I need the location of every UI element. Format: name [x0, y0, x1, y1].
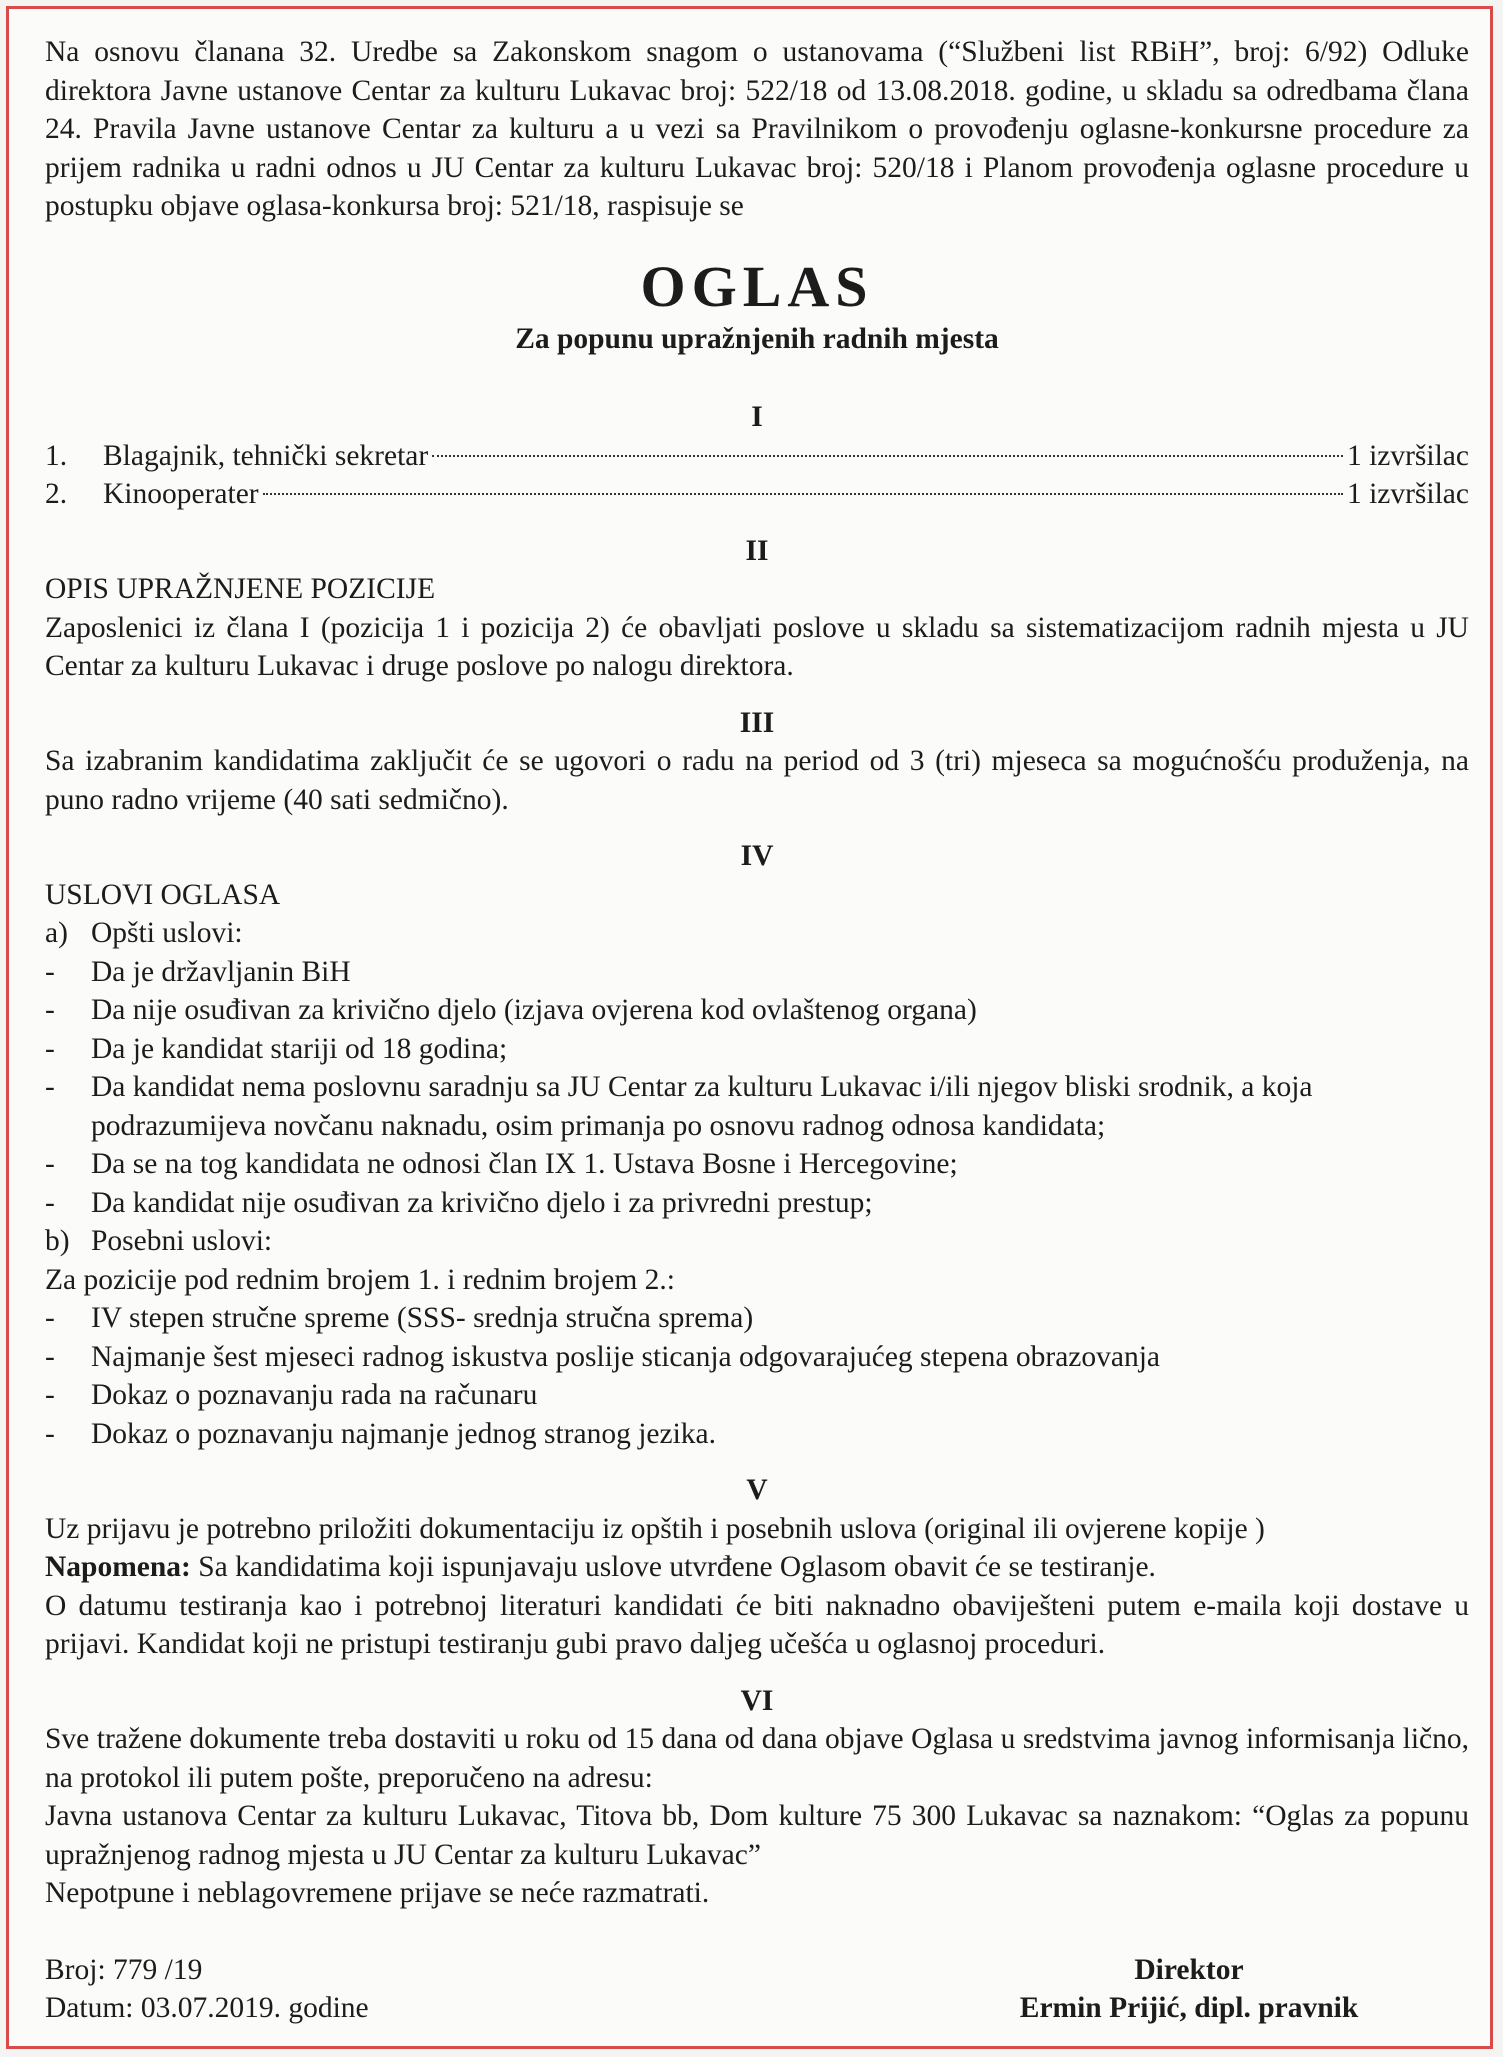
list-bullet: - [45, 994, 55, 1026]
list-item: - Da se na tog kandidata ne odnosi član IX 1. Ustava Bosne i Hercegovine; [45, 1145, 1469, 1184]
document-border [6, 6, 1493, 2049]
dot-leader [263, 493, 1343, 495]
signature-block [979, 1951, 1399, 2028]
section-heading: USLOVI OGLASA [45, 878, 281, 911]
list-bullet: - [45, 1417, 55, 1450]
section-numeral-2: II [745, 534, 769, 567]
position-row [45, 475, 1469, 514]
section-text: Uz prijavu je potrebno priložiti dokumentaciju iz opštih i posebnih uslova (original ili ovjerene kopije ) [45, 1512, 1265, 1545]
list-bullet: - [45, 1302, 55, 1334]
position-number: 1. [45, 439, 68, 472]
list-marker: a) [45, 917, 68, 949]
list-item: - Najmanje šest mjeseci radnog iskustva poslije sticanja odgovarajućeg stepena obrazovanja [45, 1338, 1469, 1377]
intro-paragraph: Na osnovu članana 32. Uredbe sa Zakonskom snagom o ustanovama (“Službeni list RBiH”, broj: 6/92) Odluke direktora Javne ustanove Centar za kulturu Lukavac broj: 522/18 od 13.08.2018. godine, u skladu sa odredbama člana 24. Pravila Javne ustanove Centar za kulturu a u vezi sa Pravilnikom o provođenju oglasne-konkursne procedure za prijem radnika u radni odnos u JU Centar za kulturu Lukavac broj: 520/18 i Planom provođenja oglasne procedure u postupku objave oglasa-konkursa broj: 521/18, raspisuje se [45, 36, 1469, 222]
section-numeral-3: III [739, 706, 775, 739]
document-footer [45, 1951, 1469, 2028]
section-numeral-1: I [751, 401, 763, 433]
list-bullet: - [45, 1379, 55, 1411]
special-conditions-list [45, 1299, 1469, 1453]
list-item: - Da nije osuđivan za krivično djelo (izjava ovjerena kod ovlaštenog organa) [45, 991, 1469, 1030]
section-numeral-4: IV [740, 840, 774, 872]
position-number: 2. [45, 478, 68, 510]
list-bullet: - [45, 1032, 55, 1065]
list-item: - Da kandidat nema poslovnu saradnju sa JU Centar za kulturu Lukavac i/ili njegov bliski srodnik, a koja podrazumijeva novčanu naknadu, osim primanja po osnovu radnog odnosa kandidata; [45, 1068, 1469, 1145]
special-conditions-label: b) Posebni uslovi: [45, 1222, 1469, 1261]
list-bullet: - [45, 1340, 55, 1373]
section-numeral-5: V [746, 1474, 768, 1506]
document-subtitle: Za popunu upražnjenih radnih mjesta [515, 322, 999, 355]
signatory-name: Ermin Prijić, dipl. pravnik [1019, 1992, 1359, 2024]
list-marker: b) [45, 1225, 70, 1257]
position-count: 1 izvršilac [1346, 478, 1469, 510]
section-text: Zaposlenici iz člana I (pozicija 1 i pozicija 2) će obavljati poslove u skladu sa sistematizacijom radnih mjesta u JU Centar za kulturu Lukavac i druge poslove po nalogu direktora. [45, 611, 1469, 682]
special-conditions-intro: Za pozicije pod rednim brojem 1. i rednim brojem 2.: [45, 1263, 675, 1296]
position-row [45, 437, 1469, 476]
reference-number: Broj: 779 /19 [45, 1953, 203, 1986]
list-bullet: - [45, 1148, 55, 1180]
position-count: 1 izvršilac [1346, 439, 1469, 472]
section-text: Nepotpune i neblagovremene prijave se neće razmatrati. [45, 1877, 710, 1909]
note-text: Sa kandidatima koji ispunjavaju uslove utvrđene Oglasom obavit će se testiranje. [190, 1551, 1156, 1583]
list-bullet: - [45, 1071, 55, 1103]
position-label: Blagajnik, tehnički sekretar [103, 439, 429, 472]
list-item: - Dokaz o poznavanju najmanje jednog stranog jezika. [45, 1415, 1469, 1454]
section-heading: OPIS UPRAŽNJENE POZICIJE [45, 573, 436, 605]
list-item: - Da je kandidat stariji od 18 godina; [45, 1030, 1469, 1069]
list-item: - Da kandidat nije osuđivan za krivično djelo i za privredni prestup; [45, 1184, 1469, 1223]
note-label: Napomena: [45, 1551, 191, 1583]
section-text: Sa izabranim kandidatima zaključit će se ugovori o radu na period od 3 (tri) mjeseca sa mogućnošću produženja, na puno radno vrijeme (40 sati sedmično). [45, 745, 1469, 816]
list-item: - Dokaz o poznavanju rada na računaru [45, 1376, 1469, 1415]
job-advertisement [45, 33, 1469, 2028]
section-numeral-6: VI [740, 1684, 774, 1717]
list-item: - Da je državljanin BiH [45, 953, 1469, 992]
reference-block [45, 1951, 369, 2028]
reference-date: Datum: 03.07.2019. godine [45, 1992, 369, 2024]
section-text: O datumu testiranja kao i potrebnoj literaturi kandidati će biti naknadno obaviješteni putem e-maila koji dostave u prijavi. Kandidat koji ne pristupi testiranju gubi pravo daljeg učešća u oglasnoj proceduri. [45, 1589, 1469, 1660]
dot-leader [432, 455, 1343, 457]
signatory-title: Direktor [1134, 1953, 1244, 1986]
section-text: Sve tražene dokumente treba dostaviti u roku od 15 dana od dana objave Oglasa u sredstvima javnog informisanja lično, na protokol ili putem pošte, preporučeno na adresu: [45, 1723, 1469, 1794]
section-text: Javna ustanova Centar za kulturu Lukavac, Titova bb, Dom kulture 75 300 Lukavac sa naznakom: “Oglas za popunu upražnjenog radnog mjesta u JU Centar za kulturu Lukavac” [45, 1800, 1469, 1871]
general-conditions-list [45, 953, 1469, 1223]
position-label: Kinooperater [103, 478, 259, 510]
document-title: OGLAS [640, 253, 874, 319]
note-paragraph [45, 1548, 1469, 1587]
list-bullet: - [45, 955, 55, 988]
list-bullet: - [45, 1186, 55, 1219]
general-conditions-label: a) Opšti uslovi: [45, 914, 1469, 953]
list-item: - IV stepen stručne spreme (SSS- srednja stručna sprema) [45, 1299, 1469, 1338]
